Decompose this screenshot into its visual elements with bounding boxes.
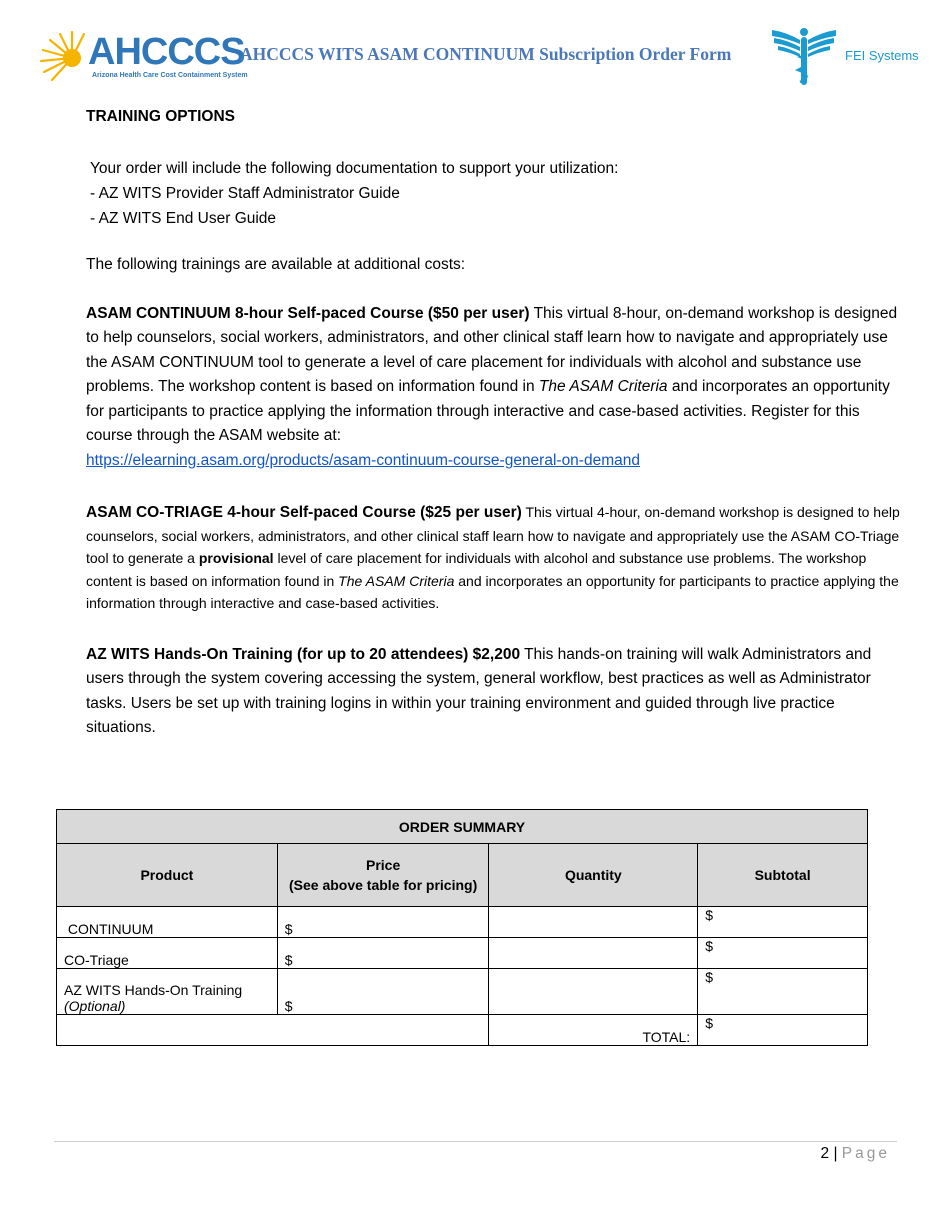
quantity-cell[interactable] [489,938,698,969]
price-cell[interactable]: $ [277,969,489,1015]
documentation-item: - AZ WITS Provider Staff Administrator Guide [90,185,400,202]
ahcccs-logo-text: AHCCCS [88,31,245,73]
fei-systems-logo-text: FEI Systems [845,48,919,63]
page-title: AHCCCS WITS ASAM CONTINUUM Subscription Order Form [240,44,732,64]
price-cell[interactable]: $ [277,938,489,969]
continuum-criteria-reference: The ASAM Criteria [538,378,668,395]
quantity-cell[interactable] [489,969,698,1015]
product-cell: CO-Triage [57,938,278,969]
product-cell: CONTINUUM [57,907,278,938]
handson-training-paragraph [86,643,906,741]
handson-training-title: AZ WITS Hands-On Training (for up to 20 attendees) $2,200 [86,645,521,663]
price-cell[interactable]: $ [277,907,489,938]
ahcccs-logo [38,28,248,84]
asam-course-link[interactable]: https://elearning.asam.org/products/asam-continuum-course-general-on-demand [86,451,640,469]
documentation-intro: Your order will include the following documentation to support your utilization: [90,160,619,177]
table-row [57,969,868,1015]
page-number: 2 [820,1145,830,1162]
footer-divider [54,1141,897,1142]
documentation-item: - AZ WITS End User Guide [90,210,277,227]
cotriage-course-body: This virtual 4-hour, on-demand workshop is designed to help counselors, social workers, administrators, and other clinical staff learn how to navigate and appropriately use the ASAM CO-Triage tool to generate a [86,504,900,566]
fei-systems-logo [770,26,920,88]
total-value-cell[interactable]: $ [698,1015,868,1046]
documentation-list [86,156,906,231]
continuum-course-body-cont: and incorporates an opportunity for participants to practice applying the information through interactive and case-based activities. Register for this course through the ASAM website at: [86,378,890,444]
page-footer [821,1145,890,1163]
subtotal-column-header: Subtotal [698,844,868,907]
continuum-course-body: This virtual 8-hour, on-demand workshop is designed to help counselors, social workers, administrators, and other clinical staff learn how to navigate and appropriately use the ASAM CONTINUUM tool to generate a level of care placement for individuals with alcohol and substance use problems. The workshop content is based on information found in [86,304,898,395]
training-options-heading: TRAINING OPTIONS [86,108,235,125]
cotriage-course-body-cont: level of care placement for individuals with alcohol and substance use problems. The workshop content is based on information found in [86,550,867,589]
handson-training-body: This hands-on training will walk Administrators and users through the system covering accessing the system, general workflow, best practices as well as Administrator tasks. Users be set up with training logins in within your training environment and guided through live practice situations. [86,645,872,736]
additional-costs-text: The following trainings are available at additional costs: [86,256,466,273]
cotriage-criteria-reference: The ASAM Criteria [338,572,455,589]
cotriage-course-body-end: and incorporates an opportunity for participants to practice applying the information through interactive and case-based activities. [86,572,899,611]
total-spacer-cell [57,1015,489,1046]
cotriage-course-title: ASAM CO-TRIAGE 4-hour Self-paced Course ($25 per user) [86,504,522,521]
subtotal-cell[interactable]: $ [698,969,868,1015]
product-column-header: Product [57,844,278,907]
quantity-cell[interactable] [489,907,698,938]
page-label: Page [841,1145,890,1162]
order-summary-table [56,809,868,1046]
product-cell: AZ WITS Hands-On Training (Optional) [57,969,278,1015]
continuum-course-paragraph [86,302,906,474]
product-optional-note: (Optional) [64,998,126,1014]
price-header-note: (See above table for pricing) [288,877,478,893]
ahcccs-logo-subtitle: Arizona Health Care Cost Containment System [92,72,248,79]
price-header-label: Price [365,857,401,873]
subtotal-cell[interactable]: $ [698,938,868,969]
order-summary-title: ORDER SUMMARY [57,810,868,844]
total-label: TOTAL: [489,1015,698,1046]
table-row [57,938,868,969]
price-column-header [277,844,489,907]
cotriage-provisional-text: provisional [198,550,274,566]
training-options-section [86,106,906,741]
table-row [57,907,868,938]
subtotal-cell[interactable]: $ [698,907,868,938]
total-row [57,1015,868,1046]
quantity-column-header: Quantity [489,844,698,907]
page-separator: | [833,1145,838,1162]
fei-caduceus-icon [770,26,838,88]
continuum-course-title: ASAM CONTINUUM 8-hour Self-paced Course ($50 per user) [86,304,530,322]
cotriage-course-paragraph [86,501,906,615]
